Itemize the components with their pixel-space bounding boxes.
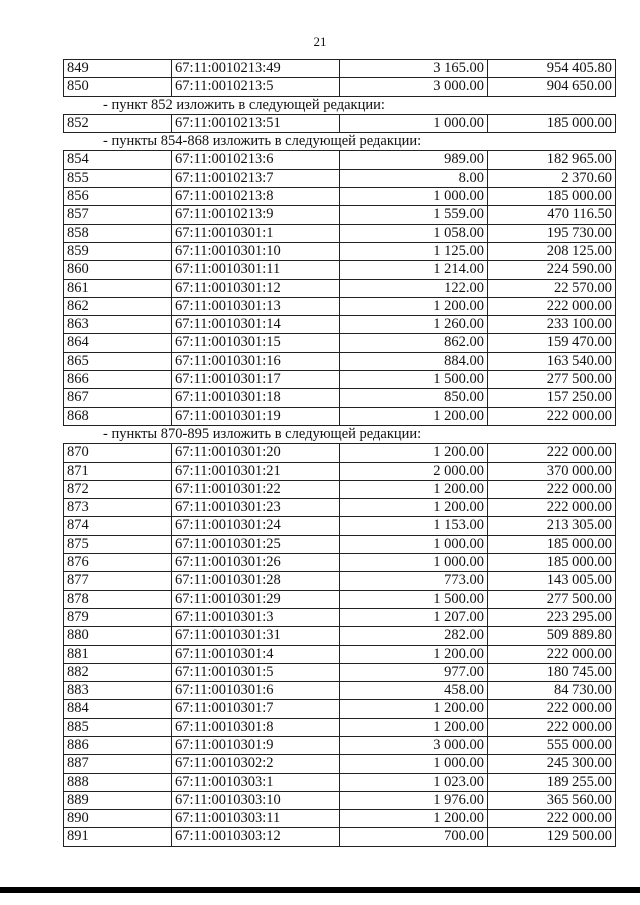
row-number-cell: 858 <box>64 224 172 242</box>
cadastral-value-cell: 370 000.00 <box>488 462 616 480</box>
area-cell: 1 200.00 <box>340 810 488 828</box>
row-number-cell: 882 <box>64 663 172 681</box>
cadastral-number-cell: 67:11:0010301:4 <box>172 645 340 663</box>
row-number-cell: 857 <box>64 206 172 224</box>
cadastral-number-cell: 67:11:0010301:21 <box>172 462 340 480</box>
land-plots-table <box>63 150 616 425</box>
cadastral-value-cell: 954 405.80 <box>488 60 616 78</box>
table-row <box>64 371 616 389</box>
table-row <box>64 462 616 480</box>
cadastral-value-cell: 277 500.00 <box>488 590 616 608</box>
area-cell: 1 260.00 <box>340 316 488 334</box>
cadastral-number-cell: 67:11:0010213:9 <box>172 206 340 224</box>
cadastral-number-cell: 67:11:0010301:12 <box>172 279 340 297</box>
row-number-cell: 867 <box>64 389 172 407</box>
cadastral-number-cell: 67:11:0010301:26 <box>172 554 340 572</box>
cadastral-value-cell: 185 000.00 <box>488 535 616 553</box>
table-row <box>64 572 616 590</box>
cadastral-number-cell: 67:11:0010303:10 <box>172 791 340 809</box>
table-row <box>64 334 616 352</box>
row-number-cell: 868 <box>64 407 172 425</box>
cadastral-number-cell: 67:11:0010301:17 <box>172 371 340 389</box>
table-row <box>64 224 616 242</box>
cadastral-number-cell: 67:11:0010213:49 <box>172 60 340 78</box>
row-number-cell: 889 <box>64 791 172 809</box>
table-row <box>64 480 616 498</box>
cadastral-number-cell: 67:11:0010301:13 <box>172 297 340 315</box>
area-cell: 850.00 <box>340 389 488 407</box>
area-cell: 1 125.00 <box>340 242 488 260</box>
row-number-cell: 866 <box>64 371 172 389</box>
table-row <box>64 444 616 462</box>
cadastral-number-cell: 67:11:0010301:1 <box>172 224 340 242</box>
row-number-cell: 852 <box>64 114 172 132</box>
row-number-cell: 856 <box>64 188 172 206</box>
table-row <box>64 78 616 96</box>
table-row <box>64 261 616 279</box>
cadastral-number-cell: 67:11:0010301:22 <box>172 480 340 498</box>
row-number-cell: 878 <box>64 590 172 608</box>
cadastral-value-cell: 185 000.00 <box>488 188 616 206</box>
area-cell: 773.00 <box>340 572 488 590</box>
cadastral-number-cell: 67:11:0010303:11 <box>172 810 340 828</box>
cadastral-number-cell: 67:11:0010301:14 <box>172 316 340 334</box>
cadastral-value-cell: 222 000.00 <box>488 480 616 498</box>
cadastral-value-cell: 143 005.00 <box>488 572 616 590</box>
cadastral-number-cell: 67:11:0010303:1 <box>172 773 340 791</box>
cadastral-value-cell: 509 889.80 <box>488 627 616 645</box>
cadastral-value-cell: 222 000.00 <box>488 718 616 736</box>
section-heading: - пункты 870-895 изложить в следующей редакции: <box>103 425 422 442</box>
area-cell: 8.00 <box>340 169 488 187</box>
area-cell: 1 000.00 <box>340 755 488 773</box>
cadastral-number-cell: 67:11:0010213:51 <box>172 114 340 132</box>
cadastral-value-cell: 182 965.00 <box>488 151 616 169</box>
cadastral-value-cell: 222 000.00 <box>488 499 616 517</box>
cadastral-value-cell: 159 470.00 <box>488 334 616 352</box>
cadastral-number-cell: 67:11:0010301:19 <box>172 407 340 425</box>
cadastral-number-cell: 67:11:0010301:24 <box>172 517 340 535</box>
area-cell: 3 165.00 <box>340 60 488 78</box>
cadastral-number-cell: 67:11:0010301:16 <box>172 352 340 370</box>
cadastral-value-cell: 195 730.00 <box>488 224 616 242</box>
cadastral-number-cell: 67:11:0010301:11 <box>172 261 340 279</box>
cadastral-number-cell: 67:11:0010301:20 <box>172 444 340 462</box>
area-cell: 862.00 <box>340 334 488 352</box>
cadastral-number-cell: 67:11:0010301:31 <box>172 627 340 645</box>
table-row <box>64 718 616 736</box>
cadastral-number-cell: 67:11:0010301:5 <box>172 663 340 681</box>
table-row <box>64 188 616 206</box>
cadastral-value-cell: 157 250.00 <box>488 389 616 407</box>
area-cell: 989.00 <box>340 151 488 169</box>
cadastral-value-cell: 245 300.00 <box>488 755 616 773</box>
cadastral-value-cell: 222 000.00 <box>488 810 616 828</box>
row-number-cell: 885 <box>64 718 172 736</box>
area-cell: 1 200.00 <box>340 407 488 425</box>
area-cell: 3 000.00 <box>340 736 488 754</box>
table-row <box>64 352 616 370</box>
area-cell: 1 214.00 <box>340 261 488 279</box>
cadastral-value-cell: 222 000.00 <box>488 700 616 718</box>
row-number-cell: 861 <box>64 279 172 297</box>
cadastral-value-cell: 233 100.00 <box>488 316 616 334</box>
row-number-cell: 874 <box>64 517 172 535</box>
row-number-cell: 864 <box>64 334 172 352</box>
area-cell: 3 000.00 <box>340 78 488 96</box>
row-number-cell: 865 <box>64 352 172 370</box>
land-plots-table <box>63 114 616 133</box>
page-number: 21 <box>313 34 327 49</box>
cadastral-value-cell: 222 000.00 <box>488 645 616 663</box>
cadastral-value-cell: 277 500.00 <box>488 371 616 389</box>
table-row <box>64 736 616 754</box>
area-cell: 1 500.00 <box>340 371 488 389</box>
table-row <box>64 627 616 645</box>
area-cell: 282.00 <box>340 627 488 645</box>
area-cell: 1 200.00 <box>340 700 488 718</box>
table-row <box>64 608 616 626</box>
cadastral-number-cell: 67:11:0010301:15 <box>172 334 340 352</box>
table-row <box>64 389 616 407</box>
area-cell: 1 200.00 <box>340 499 488 517</box>
cadastral-value-cell: 224 590.00 <box>488 261 616 279</box>
area-cell: 1 200.00 <box>340 718 488 736</box>
table-row <box>64 279 616 297</box>
area-cell: 977.00 <box>340 663 488 681</box>
table-row <box>64 60 616 78</box>
area-cell: 1 200.00 <box>340 297 488 315</box>
page-footer-rule <box>0 887 640 893</box>
table-row <box>64 645 616 663</box>
table-row <box>64 682 616 700</box>
cadastral-value-cell: 904 650.00 <box>488 78 616 96</box>
table-row <box>64 755 616 773</box>
section-heading: - пункт 852 изложить в следующей редакции: <box>103 96 385 113</box>
cadastral-value-cell: 365 560.00 <box>488 791 616 809</box>
table-row <box>64 773 616 791</box>
cadastral-value-cell: 129 500.00 <box>488 828 616 846</box>
cadastral-number-cell: 67:11:0010301:23 <box>172 499 340 517</box>
row-number-cell: 850 <box>64 78 172 96</box>
cadastral-value-cell: 180 745.00 <box>488 663 616 681</box>
table-row <box>64 517 616 535</box>
cadastral-number-cell: 67:11:0010301:18 <box>172 389 340 407</box>
table-row <box>64 316 616 334</box>
row-number-cell: 891 <box>64 828 172 846</box>
row-number-cell: 879 <box>64 608 172 626</box>
table-row <box>64 828 616 846</box>
row-number-cell: 876 <box>64 554 172 572</box>
row-number-cell: 888 <box>64 773 172 791</box>
area-cell: 1 500.00 <box>340 590 488 608</box>
table-row <box>64 700 616 718</box>
cadastral-number-cell: 67:11:0010303:12 <box>172 828 340 846</box>
cadastral-value-cell: 213 305.00 <box>488 517 616 535</box>
row-number-cell: 860 <box>64 261 172 279</box>
cadastral-value-cell: 555 000.00 <box>488 736 616 754</box>
area-cell: 458.00 <box>340 682 488 700</box>
table-row <box>64 151 616 169</box>
row-number-cell: 877 <box>64 572 172 590</box>
row-number-cell: 854 <box>64 151 172 169</box>
row-number-cell: 881 <box>64 645 172 663</box>
row-number-cell: 883 <box>64 682 172 700</box>
cadastral-number-cell: 67:11:0010301:25 <box>172 535 340 553</box>
document-content <box>63 59 615 847</box>
area-cell: 1 000.00 <box>340 188 488 206</box>
cadastral-number-cell: 67:11:0010302:2 <box>172 755 340 773</box>
row-number-cell: 884 <box>64 700 172 718</box>
cadastral-number-cell: 67:11:0010213:7 <box>172 169 340 187</box>
area-cell: 1 559.00 <box>340 206 488 224</box>
land-plots-table <box>63 443 616 847</box>
cadastral-value-cell: 223 295.00 <box>488 608 616 626</box>
section-heading: - пункты 854-868 изложить в следующей редакции: <box>103 133 422 150</box>
row-number-cell: 849 <box>64 60 172 78</box>
cadastral-value-cell: 84 730.00 <box>488 682 616 700</box>
cadastral-value-cell: 222 000.00 <box>488 444 616 462</box>
row-number-cell: 873 <box>64 499 172 517</box>
area-cell: 2 000.00 <box>340 462 488 480</box>
area-cell: 1 153.00 <box>340 517 488 535</box>
table-row <box>64 169 616 187</box>
cadastral-number-cell: 67:11:0010301:10 <box>172 242 340 260</box>
table-row <box>64 407 616 425</box>
cadastral-value-cell: 222 000.00 <box>488 297 616 315</box>
cadastral-number-cell: 67:11:0010301:9 <box>172 736 340 754</box>
area-cell: 122.00 <box>340 279 488 297</box>
area-cell: 1 058.00 <box>340 224 488 242</box>
cadastral-value-cell: 185 000.00 <box>488 114 616 132</box>
cadastral-value-cell: 22 570.00 <box>488 279 616 297</box>
cadastral-value-cell: 185 000.00 <box>488 554 616 572</box>
cadastral-number-cell: 67:11:0010301:8 <box>172 718 340 736</box>
table-row <box>64 810 616 828</box>
area-cell: 1 023.00 <box>340 773 488 791</box>
row-number-cell: 887 <box>64 755 172 773</box>
row-number-cell: 855 <box>64 169 172 187</box>
cadastral-number-cell: 67:11:0010213:5 <box>172 78 340 96</box>
cadastral-value-cell: 2 370.60 <box>488 169 616 187</box>
cadastral-value-cell: 189 255.00 <box>488 773 616 791</box>
table-row <box>64 499 616 517</box>
area-cell: 1 000.00 <box>340 535 488 553</box>
table-row <box>64 114 616 132</box>
row-number-cell: 871 <box>64 462 172 480</box>
cadastral-number-cell: 67:11:0010213:8 <box>172 188 340 206</box>
cadastral-number-cell: 67:11:0010301:3 <box>172 608 340 626</box>
row-number-cell: 859 <box>64 242 172 260</box>
table-row <box>64 535 616 553</box>
row-number-cell: 870 <box>64 444 172 462</box>
area-cell: 700.00 <box>340 828 488 846</box>
area-cell: 1 200.00 <box>340 444 488 462</box>
cadastral-value-cell: 222 000.00 <box>488 407 616 425</box>
cadastral-number-cell: 67:11:0010301:6 <box>172 682 340 700</box>
cadastral-number-cell: 67:11:0010301:29 <box>172 590 340 608</box>
area-cell: 1 000.00 <box>340 114 488 132</box>
area-cell: 1 976.00 <box>340 791 488 809</box>
cadastral-value-cell: 208 125.00 <box>488 242 616 260</box>
cadastral-value-cell: 163 540.00 <box>488 352 616 370</box>
table-row <box>64 297 616 315</box>
row-number-cell: 863 <box>64 316 172 334</box>
table-row <box>64 554 616 572</box>
row-number-cell: 890 <box>64 810 172 828</box>
area-cell: 1 000.00 <box>340 554 488 572</box>
area-cell: 1 200.00 <box>340 480 488 498</box>
row-number-cell: 862 <box>64 297 172 315</box>
table-row <box>64 791 616 809</box>
row-number-cell: 880 <box>64 627 172 645</box>
cadastral-number-cell: 67:11:0010213:6 <box>172 151 340 169</box>
cadastral-value-cell: 470 116.50 <box>488 206 616 224</box>
cadastral-number-cell: 67:11:0010301:7 <box>172 700 340 718</box>
table-row <box>64 590 616 608</box>
land-plots-table <box>63 59 616 97</box>
row-number-cell: 872 <box>64 480 172 498</box>
table-row <box>64 242 616 260</box>
table-row <box>64 206 616 224</box>
row-number-cell: 886 <box>64 736 172 754</box>
area-cell: 884.00 <box>340 352 488 370</box>
table-row <box>64 663 616 681</box>
cadastral-number-cell: 67:11:0010301:28 <box>172 572 340 590</box>
area-cell: 1 200.00 <box>340 645 488 663</box>
row-number-cell: 875 <box>64 535 172 553</box>
area-cell: 1 207.00 <box>340 608 488 626</box>
